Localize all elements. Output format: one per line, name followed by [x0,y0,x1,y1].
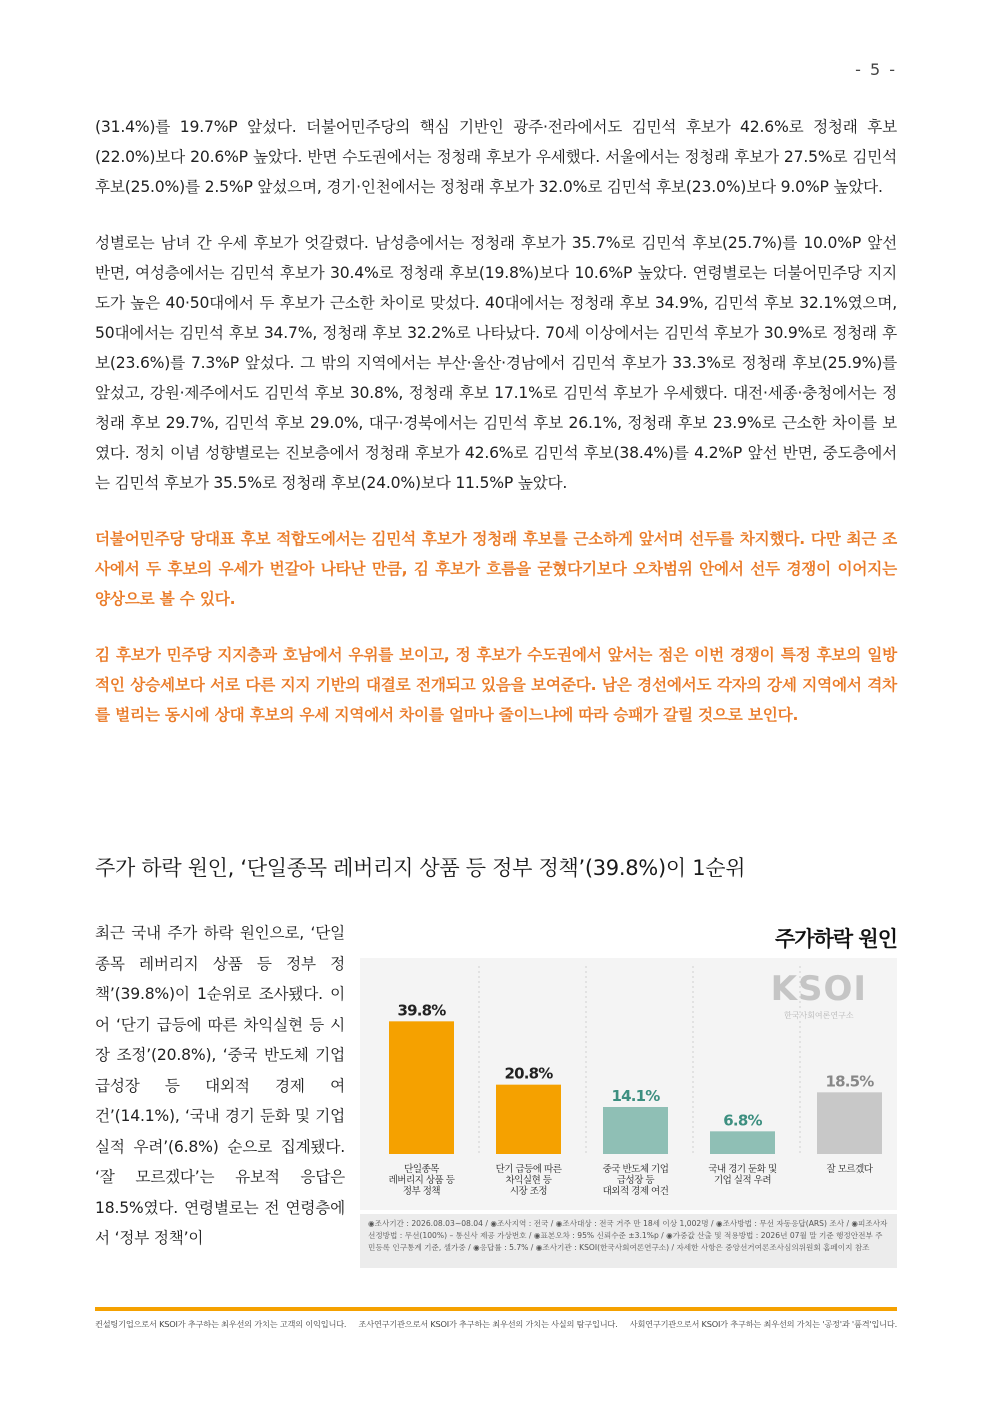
category-label: 단기 급등에 따른 [495,1164,562,1175]
category-label: 잘 모르겠다 [826,1164,873,1175]
category-label: 단일종목 [404,1164,439,1175]
chart-description: 최근 국내 주가 하락 원인으로, ‘단일종목 레버리지 상품 등 정부 정책’(39.8%)이 1순위로 조사됐다. 이어 ‘단기 급등에 따른 차익실현 등 시장 조정’(20.8%), ‘중국 반도체 기업 급성장 등 대외적 경제 여건’(14.1%), ‘국내 경기 둔화 및 기업 실적 우려’(6.8%) 순으로 집계됐다. ‘잘 모르겠다’는 유보적 응답은 18.5%였다. 연령별로는 전 연령층에서 ‘정부 정책’이 [95,924,345,1247]
category-label: 대외적 경제 여건 [602,1186,669,1197]
ksoi-logo-subtitle: 한국사회여론연구소 [784,1011,854,1020]
category-label: 정부 정책 [402,1186,441,1197]
bar-3 [603,1107,668,1154]
value-label-1: 39.8% [397,1001,446,1020]
category-label: 차익실현 등 [505,1175,552,1186]
paragraph-1: (31.4%)를 19.7%P 앞섰다. 더불어민주당의 핵심 기반인 광주·전라에서도 김민석 후보가 42.6%로 정청래 후보(22.0%)보다 20.6%P 높았다. 반면 수도권에서는 정청래 후보가 우세했다. 서울에서는 정청래 후보가 27.5%로 김민석 후보(25.0%)를 2.5%P 앞섰으며, 경기·인천에서는 정청래 후보가 32.0%로 김민석 후보(23.0%)보다 9.0%P 높았다. [95,118,897,196]
page-number: - 5 - [855,60,897,79]
category-label: 급성장 등 [616,1175,655,1186]
bar-2 [496,1085,561,1154]
category-label: 시장 조정 [509,1186,548,1197]
bar-5 [817,1092,882,1154]
bar-chart [360,958,897,1210]
bar-4 [710,1131,775,1154]
ksoi-logo-mark: KSOI [770,969,867,1009]
section-title: 주가 하락 원인, ‘단일종목 레버리지 상품 등 정부 정책’(39.8%)이 1순위 [95,856,746,880]
paragraph-2: 성별로는 남녀 간 우세 후보가 엇갈렸다. 남성층에서는 정청래 후보가 35.7%로 김민석 후보(25.7%)를 10.0%P 앞선 반면, 여성층에서는 김민석 후보가 30.4%로 정청래 후보(19.8%)보다 10.6%P 높았다. 연령별로는 더불어민주당 지지도가 높은 40·50대에서 두 후보가 근소한 차이로 맞섰다. 40대에서는 정청래 후보 34.9%, 김민석 후보 32.1%였으며, 50대에서는 김민석 후보 34.7%, 정청래 후보 32.2%로 나타났다. 70세 이상에서는 김민석 후보가 30.9%로 정청래 후보(23.6%)를 7.3%P 앞섰다. 그 밖의 지역에서는 부산·울산·경남에서 김민석 후보가 33.3%로 정청래 후보(25.9%)를 앞섰고, 강원·제주에서도 김민석 후보 30.8%, 정청래 후보 17.1%로 김민석 후보가 우세했다. 대전·세종·충청에서는 정청래 후보 29.7%, 김민석 후보 29.0%, 대구·경북에서는 김민석 후보 26.1%, 정청래 후보 23.9%로 근소한 차이를 보였다. 정치 이념 성향별로는 진보층에서 정청래 후보가 42.6%로 김민석 후보(38.4%)를 4.2%P 앞선 반면, 중도층에서는 김민석 후보가 35.5%로 정청래 후보(24.0%)보다 11.5%P 높았다. [95,234,897,492]
paragraph-3-highlight: 더불어민주당 당대표 후보 적합도에서는 김민석 후보가 정청래 후보를 근소하게 앞서며 선두를 차지했다. 다만 최근 조사에서 두 후보의 우세가 번갈아 나타난 만큼, 김 후보가 흐름을 굳혔다기보다 오차범위 안에서 선두 경쟁이 이어지는 양상으로 볼 수 있다. [95,530,897,608]
chart-title: 주가하락 원인 [774,927,897,951]
footer [95,1319,897,1330]
category-label: 기업 실적 우려 [713,1175,772,1186]
value-label-3: 14.1% [611,1087,660,1105]
bar-1 [389,1021,454,1154]
paragraph-4-highlight: 김 후보가 민주당 지지층과 호남에서 우위를 보이고, 정 후보가 수도권에서 앞서는 점은 이번 경쟁이 특정 후보의 일방적인 상승세보다 서로 다른 지지 기반의 대결로 전개되고 있음을 보여준다. 남은 경선에서도 각자의 강세 지역에서 격차를 벌리는 동시에 상대 후보의 우세 지역에서 차이를 얼마나 줄이느냐에 따라 승패가 갈릴 것으로 보인다. [95,646,897,724]
footer-text-1: 컨설팅기업으로서 KSOI가 추구하는 최우선의 가치는 고객의 이익입니다. [95,1319,347,1329]
category-label: 레버리지 상품 등 [388,1175,455,1186]
category-label: 국내 경기 둔화 및 [708,1164,777,1175]
footer-text-3: 사회연구기관으로서 KSOI가 추구하는 최우선의 가치는 '공정'과 '품격'입니다. [629,1319,897,1329]
value-label-5: 18.5% [825,1072,874,1091]
value-label-4: 6.8% [723,1111,762,1130]
footer-text-2: 조사연구기관으로서 KSOI가 추구하는 최우선의 가치는 사실의 탐구입니다. [358,1319,618,1329]
value-label-2: 20.8% [504,1064,553,1083]
body-text [95,112,897,756]
survey-footnote: ◉조사기간 : 2026.08.03~08.04 / ◉조사지역 : 전국 / ◉조사대상 : 전국 거주 만 18세 이상 1,002명 / ◉조사방법 : 무선 자동응답(ARS) 조사 / ◉피조사자선정방법 : 무선(100%) – 통신사 제공 가상번호 / ◉표본오차 : 95% 신뢰수준 ±3.1%p / ◉가중값 산출 및 적용방법 : 2026년 07월 말 기준 행정안전부 주민등록 인구통계 기준, 셀가중 / ◉응답률 : 5.7% / ◉조사기관 : KSOI(한국사회여론연구소) / 자세한 사항은 중앙선거여론조사심의위원회 홈페이지 참조 [360,1214,897,1268]
category-label: 중국 반도체 기업 [602,1164,669,1175]
chart-panel [360,958,897,1210]
footer-divider [95,1307,897,1311]
